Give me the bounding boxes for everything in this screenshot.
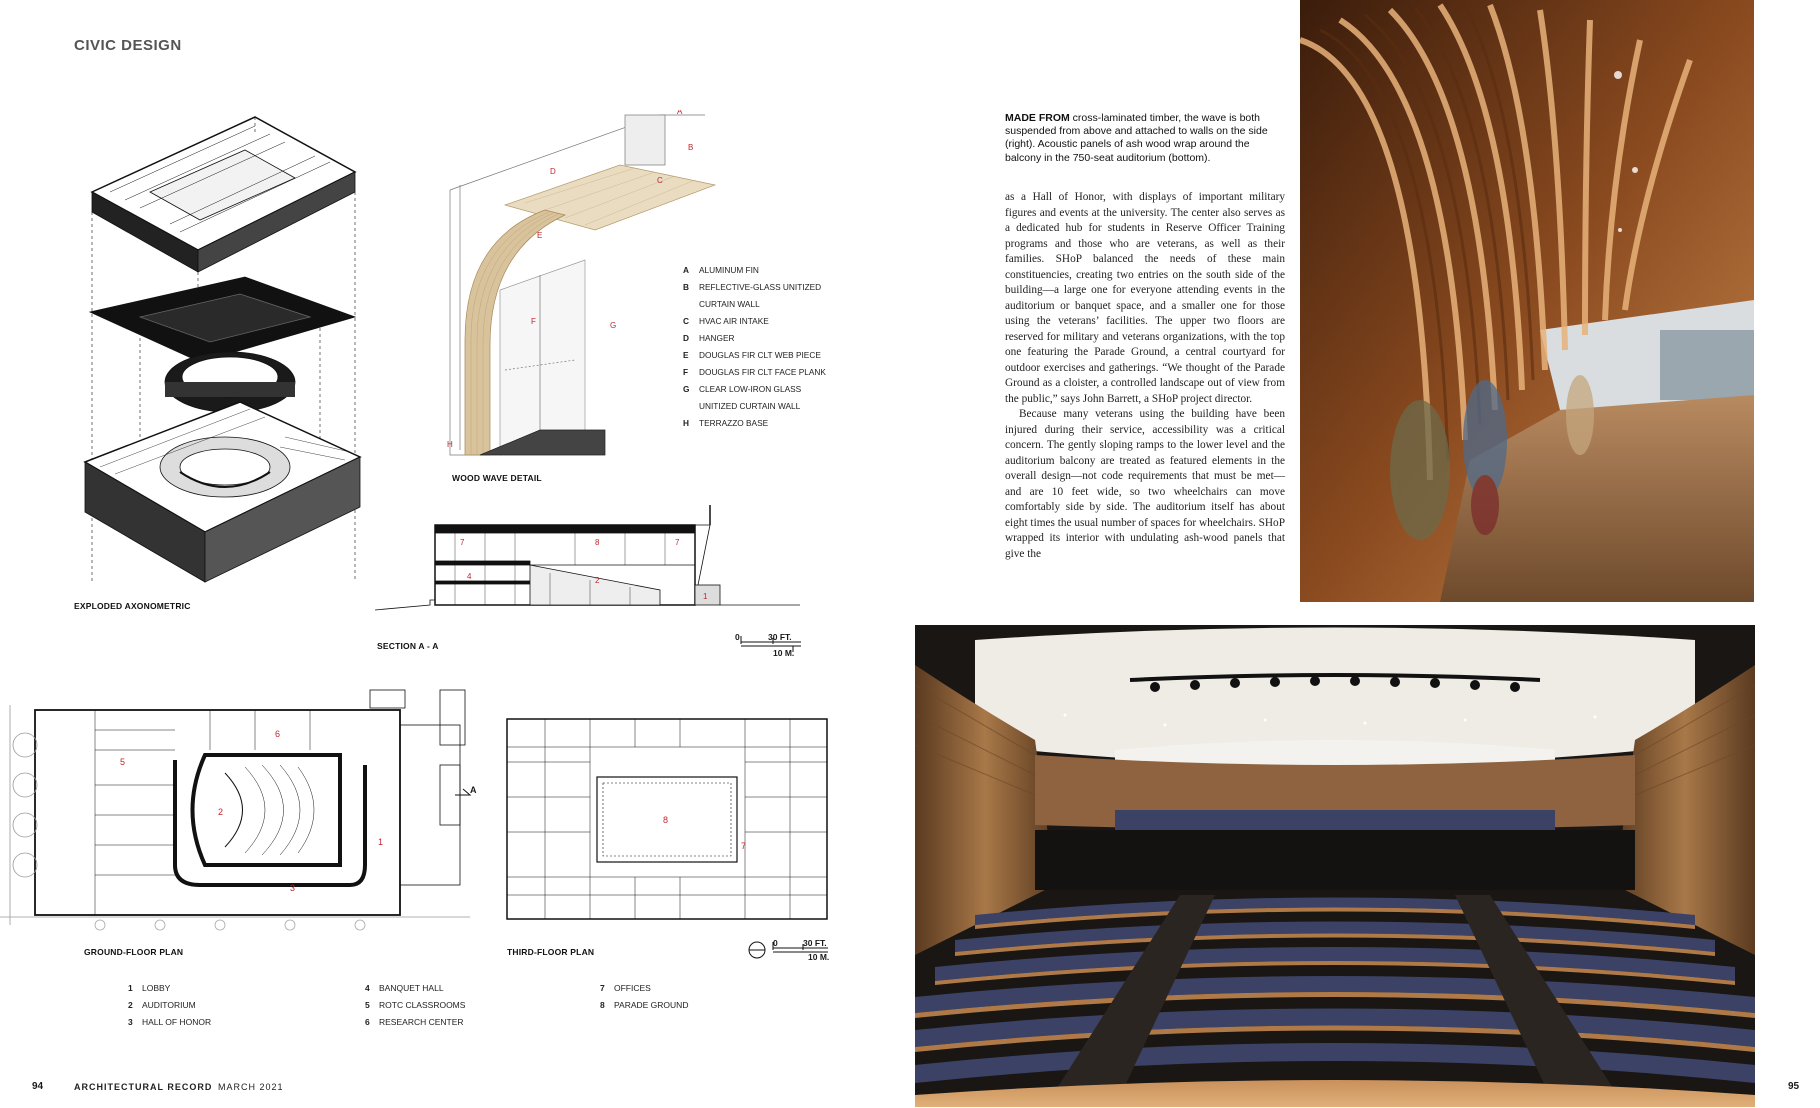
room-legend-col-1	[128, 980, 211, 1031]
third-floor-plan-caption: THIRD-FLOOR PLAN	[507, 947, 595, 957]
svg-text:4: 4	[467, 572, 472, 581]
scale-zero: 0	[735, 632, 740, 642]
scale-ft-bottom: 30 FT.	[803, 938, 827, 948]
scale-ft: 30 FT.	[768, 632, 792, 642]
issue-date: MARCH 2021	[218, 1082, 284, 1092]
svg-text:1: 1	[378, 837, 384, 847]
legend-item: E DOUGLAS FIR CLT WEB PIECE	[683, 350, 821, 360]
legend-item: B REFLECTIVE-GLASS UNITIZED CURTAIN WALL	[683, 282, 822, 309]
svg-text:3: 3	[290, 883, 296, 893]
legend-item: 7 OFFICES	[600, 983, 651, 993]
svg-text:E: E	[537, 231, 543, 240]
body-paragraph: Because many veterans using the building have been injured during their service, accessibility was a critical concern. The gently sloping ramps to the lower level and the auditorium balcony are treated as featured elements in the overall design—not code requirements that must be met—and are 10 feet wide, so two wheelchairs can move comfortably side by side. The auditorium itself has about eight times the usual number of spaces for wheelchairs. SHoP wrapped its interior with undulating ash-wood panels that give the	[1005, 408, 1285, 560]
page-number-right: 95	[1788, 1081, 1800, 1092]
legend-item: D HANGER	[683, 333, 735, 343]
legend-item: F DOUGLAS FIR CLT FACE PLANK	[683, 367, 826, 377]
room-legend-col-2	[365, 980, 465, 1031]
svg-text:8: 8	[595, 538, 600, 547]
svg-text:D: D	[550, 167, 556, 176]
exploded-axonometric-caption: EXPLODED AXONOMETRIC	[74, 601, 191, 611]
legend-item: 3 HALL OF HONOR	[128, 1017, 212, 1027]
ground-floor-plan-drawing	[0, 685, 475, 935]
room-legend-col-3	[600, 980, 688, 1014]
svg-text:H: H	[447, 440, 453, 449]
svg-text:A: A	[677, 110, 683, 116]
page-number-left: 94	[32, 1081, 44, 1092]
section-marker-a: A	[470, 785, 477, 795]
article-body	[1005, 190, 1285, 562]
legend-item: 4 BANQUET HALL	[365, 983, 444, 993]
magazine-name: ARCHITECTURAL RECORD	[74, 1082, 213, 1092]
svg-text:7: 7	[460, 538, 465, 547]
legend-item: A ALUMINUM FIN	[683, 265, 759, 275]
exploded-axonometric-drawing	[80, 112, 365, 592]
wood-wave-detail-caption: WOOD WAVE DETAIL	[452, 473, 542, 483]
legend-item: 1 LOBBY	[128, 983, 171, 993]
ground-floor-plan-caption: GROUND-FLOOR PLAN	[84, 947, 184, 957]
wood-wave-corridor-photo	[1300, 0, 1754, 602]
svg-text:7: 7	[675, 538, 680, 547]
wood-wave-detail-drawing	[445, 110, 720, 460]
caption-text: cross-laminated timber, the wave is both suspended from above and attached to walls on the side (right). Acoustic panels of ash wood wrap around the balcony in the 750-seat auditorium (bottom).	[1005, 112, 1268, 164]
body-paragraph: as a Hall of Honor, with displays of important military figures and events at the university. The center also serves as a dedicated hub for students in Reserve Officer Training programs and those who are veterans, as well as their families. SHoP balanced the needs of these main constituencies, creating two entries on the south side of the building—a large one for everyone attending events in the auditorium or banquet space, and a smaller one for those using the veterans’ facilities. The upper two floors are reserved for military and veterans organizations, with the top one featuring the Parade Ground, a central courtyard for outdoor exercises and gatherings. “We thought of the Parade Ground as a cloister, a controlled landscape out of view from the public,” says John Barrett, a SHoP project director.	[1005, 191, 1285, 405]
auditorium-photo	[915, 625, 1755, 1107]
wood-wave-legend	[683, 262, 833, 432]
legend-item: 5 ROTC CLASSROOMS	[365, 1000, 466, 1010]
legend-item: 2 AUDITORIUM	[128, 1000, 196, 1010]
svg-text:B: B	[688, 143, 694, 152]
svg-text:1: 1	[703, 592, 708, 601]
svg-text:7: 7	[741, 841, 747, 851]
scale-m-bottom: 10 M.	[808, 952, 830, 962]
third-floor-plan-drawing	[505, 717, 830, 922]
svg-text:2: 2	[218, 807, 224, 817]
svg-text:2: 2	[595, 576, 600, 585]
legend-item: 6 RESEARCH CENTER	[365, 1017, 464, 1027]
scale-m: 10 M.	[773, 648, 795, 658]
section-heading: CIVIC DESIGN	[74, 37, 182, 54]
section-aa-caption: SECTION A - A	[377, 641, 439, 651]
legend-item: C HVAC AIR INTAKE	[683, 316, 769, 326]
section-aa-drawing	[375, 505, 800, 615]
legend-item: G CLEAR LOW-IRON GLASS UNITIZED CURTAIN WALL	[683, 384, 802, 411]
legend-item: H TERRAZZO BASE	[683, 418, 769, 428]
caption-lead: MADE FROM	[1005, 112, 1070, 124]
svg-text:F: F	[531, 317, 536, 326]
photo-caption	[1005, 112, 1285, 165]
svg-text:G: G	[610, 321, 617, 330]
legend-item: 8 PARADE GROUND	[600, 1000, 689, 1010]
svg-text:5: 5	[120, 757, 126, 767]
svg-text:8: 8	[663, 815, 669, 825]
scale-zero-bottom: 0	[773, 938, 778, 948]
svg-text:6: 6	[275, 729, 281, 739]
svg-text:C: C	[657, 176, 663, 185]
